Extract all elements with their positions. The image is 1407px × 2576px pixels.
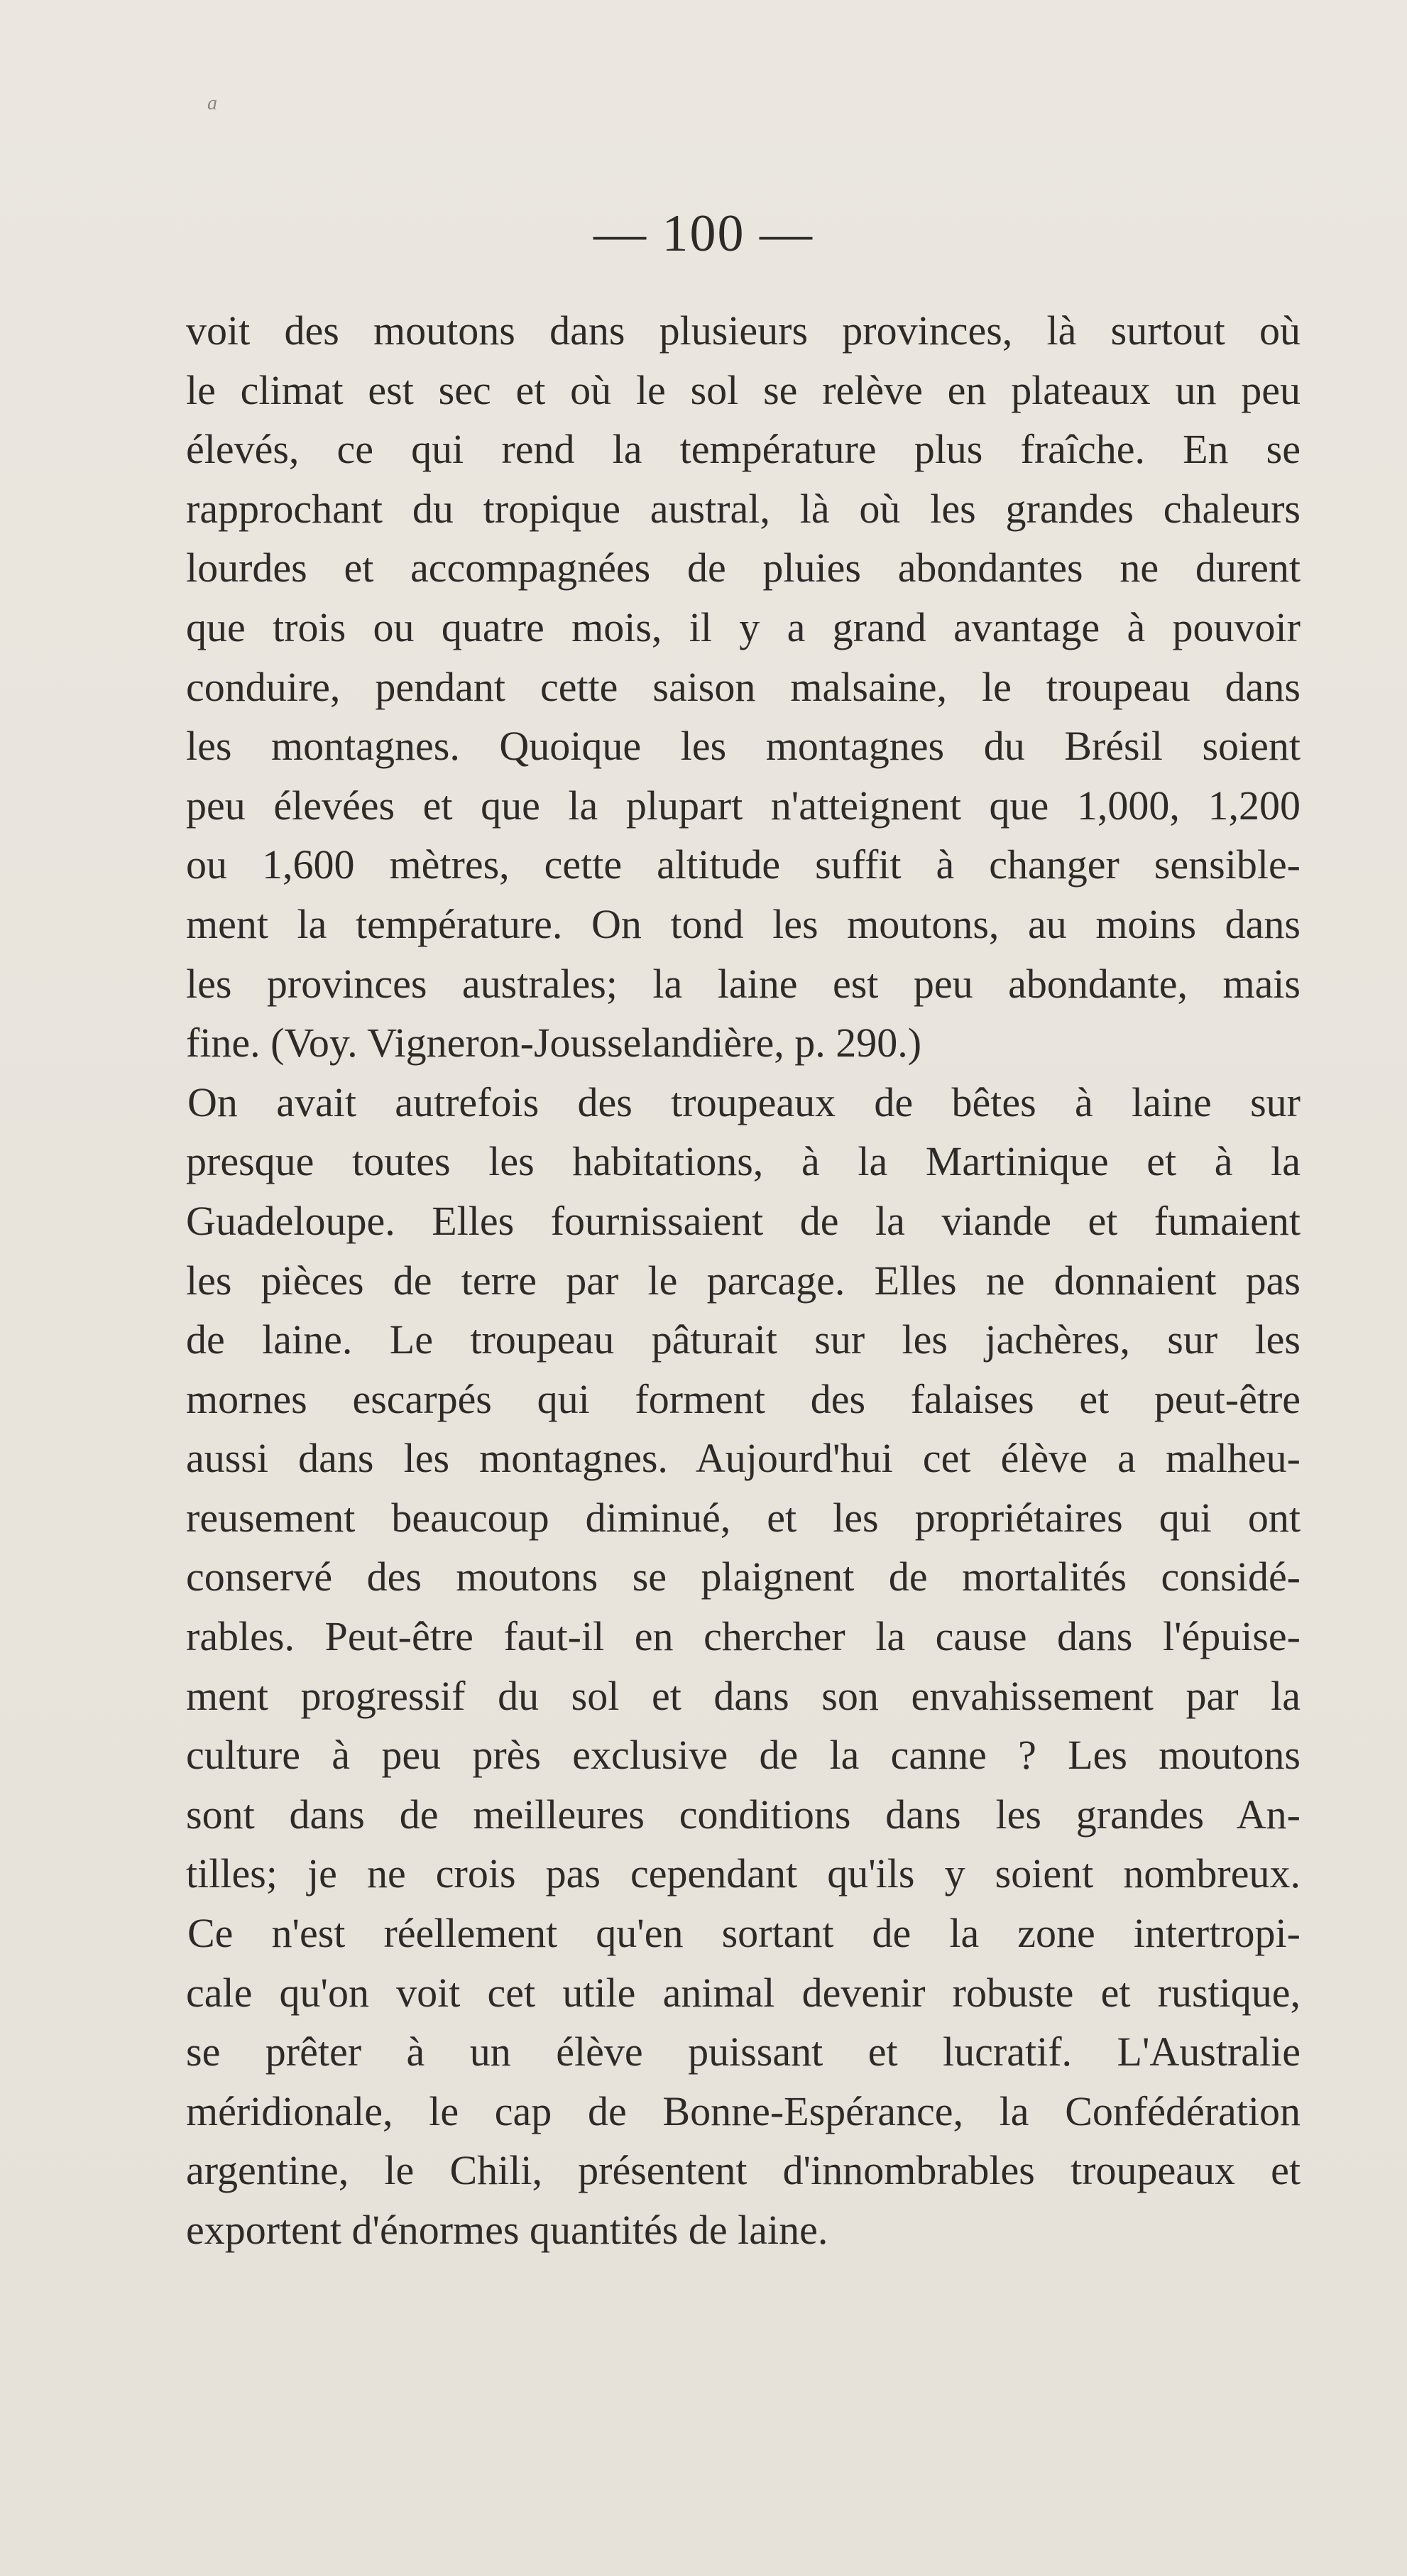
- paragraph-1: [186, 301, 1301, 1073]
- text-line: mornes escarpés qui forment des falaises et peut-être: [186, 1375, 1301, 1422]
- text-line: élevés, ce qui rend la température plus fraîche. En se: [186, 426, 1301, 473]
- text-line: conservé des moutons se plaignent de mortalités considé-: [186, 1554, 1301, 1600]
- text-line: les pièces de terre par le parcage. Elles ne donnaient pas: [186, 1257, 1301, 1304]
- text-line: de laine. Le troupeau pâturait sur les jachères, sur les: [186, 1316, 1301, 1363]
- text-line: cale qu'on voit cet utile animal devenir robuste et rustique,: [186, 1969, 1301, 2016]
- text-line: On avait autrefois des troupeaux de bêtes à laine sur: [187, 1079, 1301, 1125]
- text-line: ment progressif du sol et dans son envahissement par la: [186, 1672, 1301, 1719]
- text-line: lourdes et accompagnées de pluies abondantes ne durent: [186, 545, 1301, 591]
- text-line: exportent d'énormes quantités de laine.: [186, 2207, 828, 2253]
- text-line: Guadeloupe. Elles fournissaient de la viande et fumaient: [186, 1197, 1301, 1244]
- text-line: presque toutes les habitations, à la Martinique et à la: [186, 1138, 1301, 1185]
- page-number: — 100 —: [593, 204, 814, 263]
- text-line: rables. Peut-être faut-il en chercher la cause dans l'épuise-: [186, 1613, 1301, 1660]
- text-line: se prêter à un élève puissant et lucratif. L'Australie: [186, 2029, 1301, 2075]
- paragraph-2: [186, 1073, 1301, 1904]
- text-line: le climat est sec et où le sol se relève en plateaux un peu: [186, 366, 1301, 413]
- body-text: [186, 301, 1301, 2260]
- text-line: rapprochant du tropique austral, là où les grandes chaleurs: [186, 485, 1301, 532]
- text-line: argentine, le Chili, présentent d'innombrables troupeaux et: [186, 2147, 1301, 2194]
- text-line: que trois ou quatre mois, il y a grand avantage à pouvoir: [186, 604, 1301, 650]
- text-line: les provinces australes; la laine est peu abondante, mais: [186, 960, 1301, 1007]
- text-line: méridionale, le cap de Bonne-Espérance, la Confédération: [186, 2087, 1301, 2134]
- text-line: fine. (Voy. Vigneron-Jousselandière, p. 290.): [186, 1020, 922, 1066]
- speck-mark: a: [207, 92, 217, 114]
- text-line: culture à peu près exclusive de la canne ? Les moutons: [186, 1732, 1301, 1779]
- text-line: peu élevées et que la plupart n'atteignent que 1,000, 1,200: [186, 782, 1301, 829]
- text-line: ou 1,600 mètres, cette altitude suffit à changer sensible-: [186, 841, 1301, 888]
- paragraph-3: [186, 1904, 1301, 2260]
- text-line: Ce n'est réellement qu'en sortant de la zone intertropi-: [187, 1910, 1301, 1957]
- text-line: tilles; je ne crois pas cependant qu'ils y soient nombreux.: [186, 1850, 1301, 1897]
- text-line: les montagnes. Quoique les montagnes du Brésil soient: [186, 723, 1301, 770]
- text-line: conduire, pendant cette saison malsaine, le troupeau dans: [186, 663, 1301, 710]
- text-line: voit des moutons dans plusieurs provinces, là surtout où: [186, 307, 1301, 354]
- text-line: reusement beaucoup diminué, et les propriétaires qui ont: [186, 1494, 1301, 1541]
- text-line: ment la température. On tond les moutons, au moins dans: [186, 900, 1301, 947]
- text-line: sont dans de meilleures conditions dans les grandes An-: [186, 1791, 1301, 1838]
- text-line: aussi dans les montagnes. Aujourd'hui cet élève a malheu-: [186, 1435, 1301, 1482]
